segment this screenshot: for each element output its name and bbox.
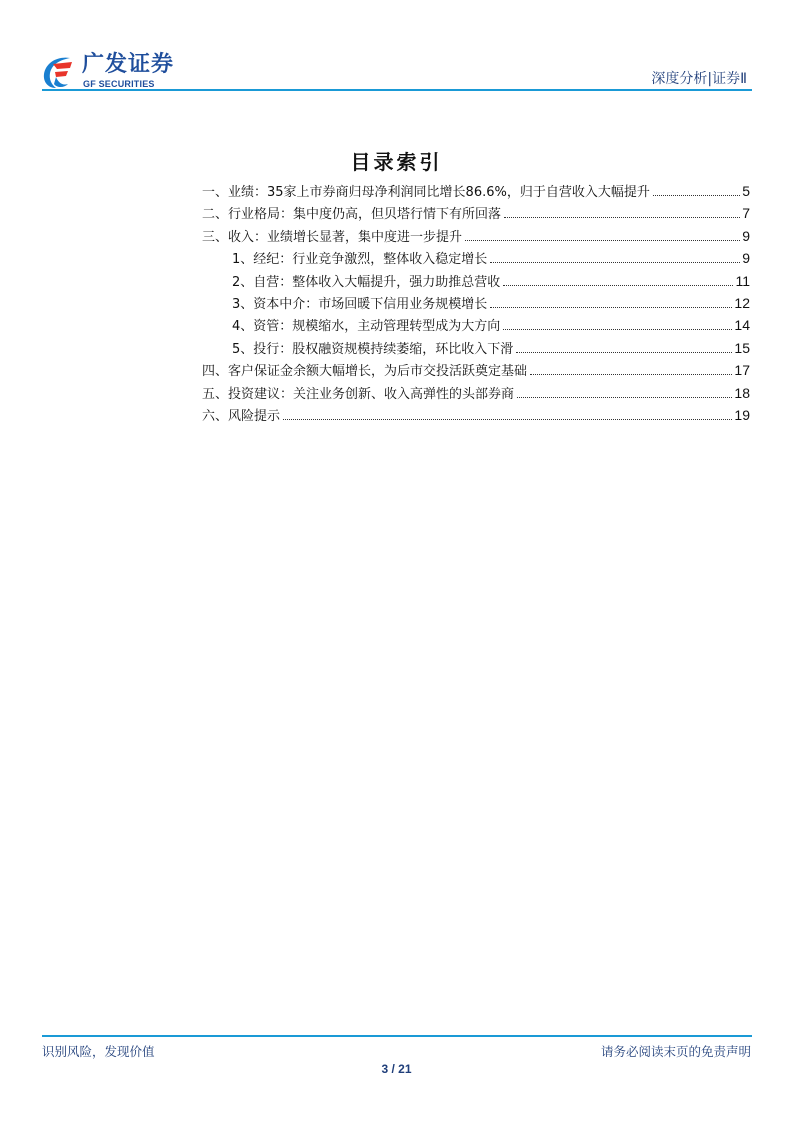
toc-entry[interactable] [202, 225, 750, 247]
logo-chinese-name: 广发证券 [82, 52, 175, 77]
toc-subentry[interactable] [202, 292, 750, 314]
toc-entry-label: 五、投资建议：关注业务创新、收入高弹性的头部券商 [202, 386, 515, 402]
toc-entry-label: 1、经纪：行业竞争激烈，整体收入稳定增长 [232, 252, 488, 268]
toc-subentry[interactable] [202, 314, 750, 336]
gf-logo-icon [40, 54, 76, 90]
toc-entry[interactable] [202, 382, 750, 404]
toc-entry-page: 17 [734, 362, 750, 379]
toc-leader-dots [516, 351, 732, 353]
toc-subentry[interactable] [202, 270, 750, 292]
toc-leader-dots [503, 284, 733, 286]
toc-entry-label: 一、业绩：35家上市券商归母净利润同比增长86.6%，归于自营收入大幅提升 [202, 185, 650, 200]
toc-entry-page: 9 [742, 250, 750, 267]
footer-slogan: 识别风险，发现价值 [42, 1044, 155, 1059]
toc-leader-dots [504, 216, 740, 218]
logo-english-name: GF SECURITIES [83, 79, 155, 89]
toc-subentry[interactable] [202, 247, 750, 269]
toc-entry[interactable] [202, 404, 750, 426]
toc-entry-page: 11 [735, 272, 750, 289]
toc-entry[interactable] [202, 180, 750, 202]
header-divider [42, 89, 752, 91]
toc-entry[interactable] [202, 202, 750, 224]
toc-leader-dots [653, 194, 740, 196]
toc-entry-label: 5、投行：股权融资规模持续萎缩，环比收入下滑 [232, 341, 514, 357]
toc-leader-dots [283, 418, 732, 420]
toc-entry-page: 18 [734, 384, 750, 401]
toc-entry-page: 5 [742, 183, 750, 199]
toc-entry-label: 二、行业格局：集中度仍高，但贝塔行情下有所回落 [202, 207, 502, 223]
toc-entry-label: 4、资管：规模缩水，主动管理转型成为大方向 [232, 319, 501, 335]
report-type: 深度分析|证券Ⅱ [651, 71, 747, 87]
toc-entry[interactable] [202, 359, 750, 381]
toc-leader-dots [503, 328, 732, 330]
toc-leader-dots [490, 306, 732, 308]
toc-entry-page: 9 [742, 227, 750, 244]
toc-entry-page: 15 [734, 339, 750, 356]
toc-title: 目录索引 [350, 150, 443, 174]
toc-leader-dots [490, 261, 740, 263]
toc-entry-page: 12 [734, 294, 750, 311]
toc-entry-label: 三、收入：业绩增长显著，集中度进一步提升 [202, 229, 463, 245]
toc-entry-label: 2、自营：整体收入大幅提升，强力助推总营收 [232, 274, 501, 290]
table-of-contents [202, 180, 750, 426]
company-logo [40, 52, 190, 92]
toc-entry-page: 19 [734, 406, 750, 423]
toc-leader-dots [530, 373, 732, 375]
toc-entry-label: 四、客户保证金余额大幅增长，为后市交投活跃奠定基础 [202, 364, 528, 380]
toc-entry-label: 六、风险提示 [202, 408, 281, 424]
page-indicator: 3 / 21 [381, 1062, 412, 1076]
toc-entry-page: 14 [734, 317, 750, 334]
footer-divider [42, 1035, 752, 1037]
toc-subentry[interactable] [202, 337, 750, 359]
toc-entry-label: 3、资本中介：市场回暖下信用业务规模增长 [232, 296, 488, 312]
footer-disclaimer: 请务必阅读末页的免责声明 [600, 1044, 751, 1059]
toc-leader-dots [517, 396, 732, 398]
toc-leader-dots [465, 239, 740, 241]
toc-entry-page: 7 [742, 205, 750, 222]
